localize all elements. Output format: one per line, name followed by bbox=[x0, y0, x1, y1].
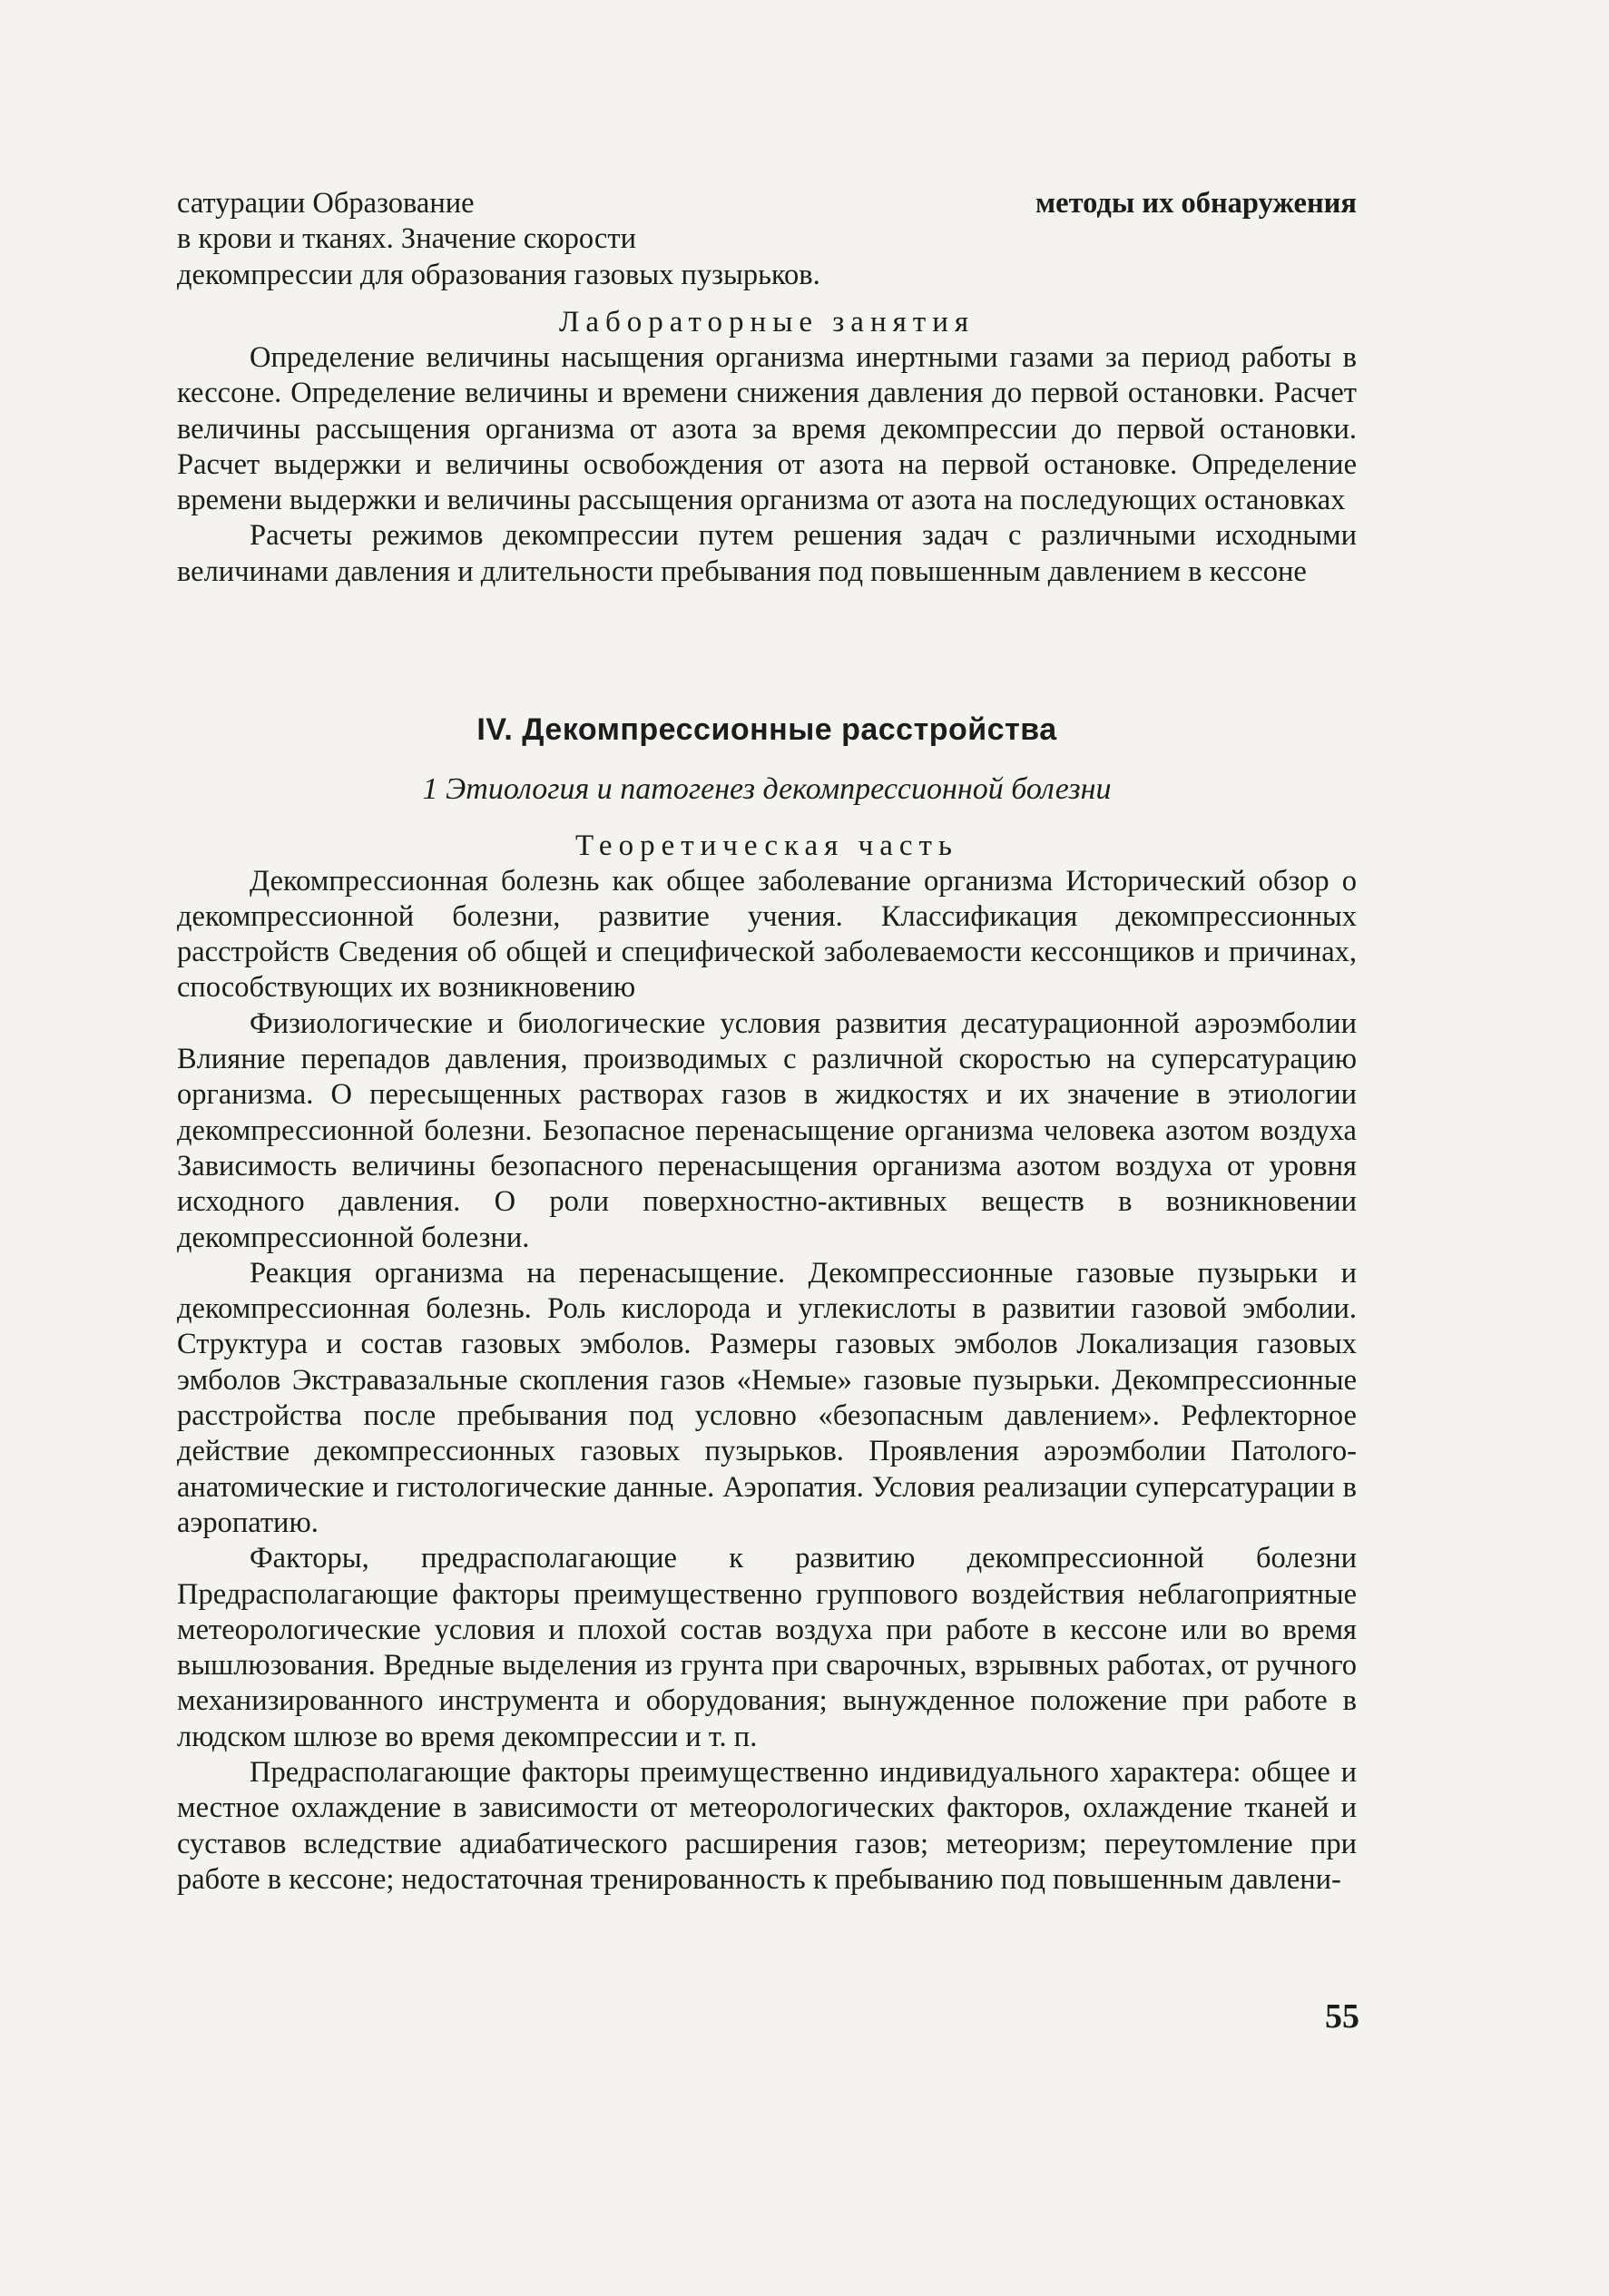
theory-title: Теоретическая часть bbox=[575, 829, 958, 862]
section-iv bbox=[177, 712, 1357, 1898]
lab-title: Лабораторные занятия bbox=[558, 306, 976, 339]
intro-line-1 bbox=[177, 186, 1357, 221]
lab-paragraph-1: Определение величины насыщения организма инертными газами за период работы в кессоне. Определение величины и времени снижения давления до первой остановки. Расчет величины рассыщения организма от азота за время декомпрессии до первой остановки. Расчет выдержки и величины освобождения от азота на первой остановке. Определение времени выдержки и величины рассыщения организма от азота на последующих остановках bbox=[177, 341, 1357, 517]
intro-text-left-2: в крови и тканях. Значение скорости bbox=[177, 222, 636, 256]
intro-fragment bbox=[177, 186, 1357, 293]
section-heading: IV. Декомпрессионные расстройства bbox=[476, 712, 1057, 747]
intro-line-2 bbox=[177, 221, 1357, 257]
intro-text-right-1: методы их обнаружения bbox=[1035, 187, 1357, 220]
theory-paragraph-4: Факторы, предрасполагающие к развитию декомпрессионной болезни Предрасполагающие факторы преимущественно группового воздействия неблагоприятные метеорологические условия и плохой состав воздуха при работе в кессоне или во время вышлюзования. Вредные выделения из грунта при сварочных, взрывных работах, от ручного механизированного инструмента и оборудования; вынужденное положение при работе в людском шлюзе во время декомпрессии и т. п. bbox=[177, 1542, 1357, 1753]
theory-paragraph-2: Физиологические и биологические условия развития десатурационной аэроэмболии Влияние перепадов давления, производимых с различной скоростью на суперсатурацию организма. О пересыщенных растворах газов в жидкостях и их значение в этиологии декомпрессионной болезни. Безопасное перенасыщение организма человека азотом воздуха Зависимость величины безопасного перенасыщения организма азотом воздуха от уровня исходного давления. О роли поверхностно-активных веществ в возникновении декомпрессионной болезни. bbox=[177, 1006, 1357, 1254]
lab-section bbox=[177, 304, 1357, 590]
page-number: 55 bbox=[1325, 1997, 1359, 2036]
lab-paragraph-2: Расчеты режимов декомпрессии путем решения задач с различными исходными величинами давления и длительности пребывания под повышенным давлением в кессоне bbox=[177, 519, 1357, 588]
intro-text-left-1: сатурации Образование bbox=[177, 187, 475, 220]
intro-text-3: декомпрессии для образования газовых пузырьков. bbox=[177, 258, 820, 291]
theory-paragraph-1: Декомпрессионная болезнь как общее заболевание организма Исторический обзор о декомпрессионной болезни, развитие учения. Классификация декомпрессионных расстройств Сведения об общей и специфической заболеваемости кессонщиков и причинах, способствующих их возникновению bbox=[177, 864, 1357, 1005]
section-subheading: 1 Этиология и патогенез декомпрессионной болезни bbox=[422, 772, 1112, 807]
theory-paragraph-3: Реакция организма на перенасыщение. Декомпрессионные газовые пузырьки и декомпрессионная болезнь. Роль кислорода и углекислоты в развитии газовой эмболии. Структура и состав газовых эмболов. Размеры газовых эмболов Локализация газовых эмболов Экстравазальные скопления газов «Немые» газовые пузырьки. Декомпрессионные расстройства после пребывания под условно «безопасным давлением». Рефлекторное действие декомпрессионных газовых пузырьков. Проявления аэроэмболии Патолого-анатомические и гистологические данные. Аэропатия. Условия реализации суперсатурации в аэропатию. bbox=[177, 1256, 1357, 1539]
theory-paragraph-5: Предрасполагающие факторы преимущественно индивидуального характера: общее и местное охлаждение в зависимости от метеорологических факторов, охлаждение тканей и суставов вследствие адиабатического расширения газов; метеоризм; переутомление при работе в кессоне; недостаточная тренированность к пребыванию под повышенным давлени- bbox=[177, 1756, 1357, 1896]
